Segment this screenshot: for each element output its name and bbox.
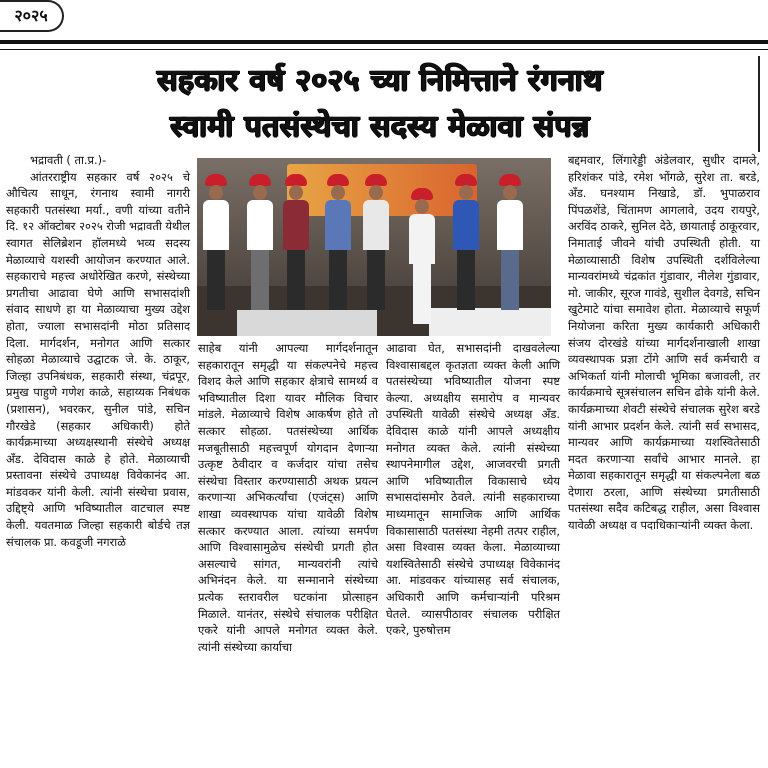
face [415,199,429,214]
paragraph: आढावा घेत, सभासदांनी दाखवलेल्या विश्वासाबद्दल कृतज्ञता व्यक्त केली आणि पतसंस्थेच्या भविष्यातील योजना स्पष्ट केल्या. अध्यक्षीय समारोप व मान्यवर उपस्थिती यावेळी संस्थेचे अध्यक्ष अँड. देविदास काळे यांनी आपले अध्यक्षीय मनोगत व्यक्त केले. त्यांनी संस्थेच्या स्थापनेमागील उद्देश, आजवरची प्रगती आणि भविष्यातील विकासाचे ध्येय सभासदांसमोर ठेवले. त्यांनी सहकाराच्या माध्यमातून सामाजिक आणि आर्थिक विकासासाठी पतसंस्था नेहमी तत्पर राहील, असा विश्वास व्यक्त केला. मेळाव्याच्या यशस्वितेसाठी संस्थेचे उपाध्यक्ष विवेकानंद आ. मांडवकर यांच्यासह सर्व संचालक, अधिकारी आणि कर्मचाऱ्यांनी परिश्रम घेतले. व्यासपीठावर संचालक परीक्षित एकरे, पुरुषोत्तम [386,341,560,638]
trousers [367,250,385,310]
shirt [453,200,479,250]
paragraph: आंतरराष्ट्रीय सहकार वर्ष २०२५ चे औचित्य साधून, रंगनाथ स्वामी नागरी सहकारी पतसंस्था मर्या., वणी यांच्या वतीने दि. १२ ऑक्टोबर २०२५ रोजी भद्रावती येथील स्वागत सेलिब्रेशन हॉलमध्ये भव्य सदस्य मेळाव्याचे यशस्वी आयोजन करण्यात आले. सहकाराचे महत्त्व अधोरेखित करणे, संस्थेच्या प्रगतीचा आढावा घेणे आणि सभासदांशी संवाद साधणे हा या मेळाव्याचा मुख्य उद्देश होता, ज्याला सभासदांनी मोठा प्रतिसाद दिला. मार्गदर्शन, मनोगत आणि सत्कार सोहळा मेळाव्याचे उद्घाटक जे. के. ठाकूर, जिल्हा उपनिबंधक, सहकारी संस्था, चंद्रपूर, प्रमुख पाहुणे गणेश काळे, सहाय्यक निबंधक (प्रशासन), भवरकर, सुनील पांडे, सचिन गौरखेडे (सहकार अधिकारी) होते कार्यक्रमाच्या अध्यक्षस्थानी संस्थेचे अध्यक्ष अँड. देविदास काळे हे होते. मेळाव्याची प्रस्तावना संस्थेचे उपाध्यक्ष विवेकानंद आ. मांडवकर यांनी केली. त्यांनी संस्थेचा प्रवास, उद्दिष्ट्ये आणि भविष्यातील वाटचाल स्पष्ट केली. यवतमाळ जिल्हा सहकारी बोर्डचे तज्ञ संचालक प्रा. कवडूजी नगराळे [6,169,190,549]
face [209,185,223,200]
photo-table-right [429,308,551,336]
trousers [413,264,431,324]
shirt [247,200,273,250]
shirt [283,200,309,250]
headline-line-2: स्वामी पतसंस्थेचा सदस्य मेळावा संपन्न [170,109,590,144]
trousers [251,250,269,310]
year-tag: २०२५ [0,0,64,32]
dateline: भद्रावती ( ता.प्र.)- [30,153,107,167]
article-column-4 [568,152,760,534]
adjacent-column-border [758,56,768,152]
shirt [497,200,523,250]
article-column-3 [386,340,560,639]
face [459,185,473,200]
event-photo [197,158,551,336]
headline-line-1: सहकार वर्ष २०२५ च्या निमित्ताने रंगनाथ [157,63,603,98]
face [331,185,345,200]
article-column-1 [6,152,190,550]
face [503,185,517,200]
shirt [409,214,435,264]
trousers [457,250,475,310]
top-rule-thin [0,49,768,50]
photo-table-left [237,310,377,336]
face [253,185,267,200]
article-column-2 [198,340,378,655]
trousers [329,250,347,310]
face [289,185,303,200]
shirt [203,200,229,250]
headline [40,58,720,150]
top-rule [0,40,768,44]
face [369,185,383,200]
paragraph: बद्दमवार, लिंगारेड्डी अंडेलवार, सुधीर दामले, हरिशंकर पांडे, रमेश भोंगळे, सुरेश ता. बरडे, अँड. घनश्याम निखाडे, डॉ. भुपाळराव पिंपळशेंडे, चिंतामण आगलावे, उदय रायपुरे, अरविंद ठाकरे, सुनिल देठे, छायाताई ठाकूरवार, निमाताई जीवने यांची उपस्थिती होती. या मेळाव्यासाठी विशेष उपस्थिती दर्शविलेल्या मान्यवरांमध्ये चंद्रकांत गुंडावार, नीलेश गुंडावार, मो. जाकीर, सूरज गावंडे, सुशील देवगडे, सचिन खुटेमाटे यांचा समावेश होता. मेळाव्याचे सफूर्ण नियोजना करिता मुख्य कार्यकारी अधिकारी संजय दोरखंडे यांच्या मार्गदर्शनाखाली शाखा व्यवस्थापक प्रज्ञा टोंगे आणि सर्व कर्मचारी व अभिकर्ता यांनी मोलाची भूमिका बजावली, तर कार्यक्रमाचे सूत्रसंचालन सचिन ढोके यांनी केले. कार्यक्रमाच्या शेवटी संस्थेचे संचालक सुरेश बरडे यांनी आभार प्रदर्शन केले. त्यांनी सर्व सभासद, मान्यवर आणि कार्यक्रमाच्या यशस्वितेसाठी मदत करणाऱ्या सर्वांचे आभार मानले. हा मेळावा सहकारातून समृद्धी या संकल्पनेला बळ देणारा ठरला, आणि संस्थेच्या प्रगतीसाठी पतसंस्था सदैव कटिबद्ध राहील, असा विश्वास यावेळी अध्यक्ष व पदाधिकाऱ्यांनी व्यक्त केला. [568,153,760,533]
shirt [325,200,351,250]
paragraph: साहेब यांनी आपल्या मार्गदर्शनातून सहकारातून समृद्धी या संकल्पनेचे महत्त्व विशद केले आणि सहकार क्षेत्राचे सामर्थ्य व भविष्यातील दिशा यावर मौलिक विचार मांडले. मेळाव्याचे विशेष आकर्षण होते तो सत्कार सोहळा. पतसंस्थेच्या आर्थिक मजबूतीसाठी महत्त्वपूर्ण योगदान देणाऱ्या उत्कृष्ट ठेवीदार व कर्जदार यांचा तसेच संस्थेचा विस्तार करण्यासाठी अथक प्रयत्न करणाऱ्या अभिकर्त्यांचा (एजंट्स) आणि शाखा व्यवस्थापक यांचा यावेळी विशेष सत्कार करण्यात आला. त्यांच्या समर्पण आणि विश्वासामुळेच संस्थेची प्रगती होत असल्याचे सांगत, मान्यवरांनी त्यांचे अभिनंदन केले. या सन्मानाने संस्थेच्या प्रत्येक स्तरावरील घटकांना प्रोत्साहन मिळाले. यानंतर, संस्थेचे संचालक परीक्षित एकरे यांनी आपले मनोगत व्यक्त केले. त्यांनी संस्थेच्या कार्याचा [198,341,378,654]
trousers [501,250,519,310]
trousers [287,250,305,310]
shirt [363,200,389,250]
trousers [207,250,225,310]
